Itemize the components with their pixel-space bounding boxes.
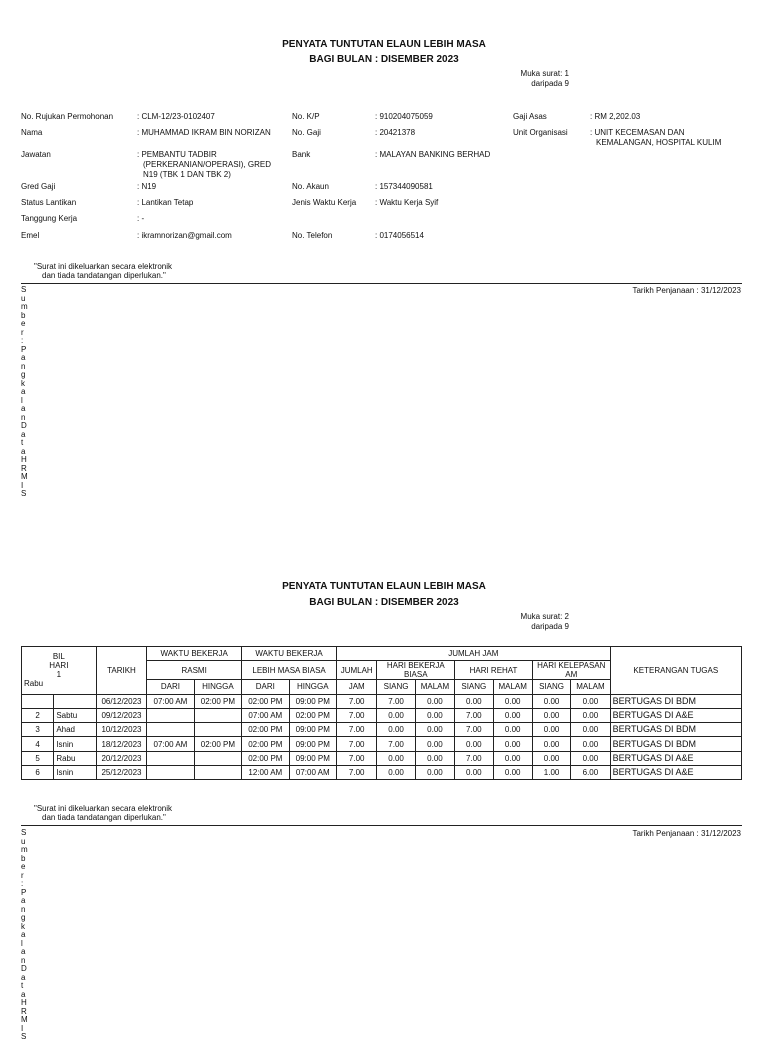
vertical-letter: : [21, 336, 24, 345]
wb-rasmi-header: WAKTU BEKERJA [147, 647, 242, 661]
hr-siang-header: SIANG [455, 680, 493, 694]
emel-label: Emel [21, 231, 40, 240]
cell-hari [54, 694, 96, 708]
note-line-1: "Surat ini dikeluarkan secara elektronik [34, 804, 173, 813]
lebih-hingga-header: HINGGA [289, 680, 336, 694]
cell-tarikh: 18/12/2023 [96, 737, 146, 751]
cell-jam: 7.00 [337, 766, 377, 780]
cell-hr-s: 7.00 [455, 751, 493, 765]
cell-bil: 5 [22, 751, 54, 765]
cell-hk-m: 0.00 [571, 751, 610, 765]
vertical-letter: u [21, 293, 26, 303]
cell-jam: 7.00 [337, 694, 377, 708]
cell-l-dari: 12:00 AM [242, 766, 289, 780]
unit-value-2: KEMALANGAN, HOSPITAL KULIM [596, 138, 722, 147]
vertical-letter: e [21, 862, 26, 871]
vertical-letter: P [21, 887, 27, 897]
cell-hb-m: 0.00 [415, 723, 454, 737]
page2-muka-surat: Muka surat: 2 [520, 612, 569, 621]
vertical-letter: a [21, 353, 26, 362]
akaun-value: : 157344090581 [375, 182, 433, 191]
vertical-letter: m [21, 302, 28, 311]
first-row-bil: 1 [56, 670, 62, 680]
cell-l-dari: 02:00 PM [242, 694, 289, 708]
jenis-value: : Waktu Kerja Syif [375, 198, 439, 207]
nogaji-label: No. Gaji [292, 128, 321, 137]
cell-hb-s: 0.00 [377, 751, 415, 765]
vertical-letter: n [21, 412, 26, 422]
cell-l-hingga: 09:00 PM [289, 737, 336, 751]
vertical-letter: M [21, 1015, 28, 1024]
vertical-letter: l [21, 395, 23, 405]
telefon-value: : 0174056514 [375, 231, 424, 240]
bil-header: BIL [52, 652, 65, 662]
cell-ket: BERTUGAS DI BDM [610, 694, 741, 708]
page2-title: PENYATA TUNTUTAN ELAUN LEBIH MASA [282, 581, 486, 592]
cell-bil: 3 [22, 723, 54, 737]
cell-hb-s: 7.00 [377, 737, 415, 751]
cell-hr-m: 0.00 [493, 723, 532, 737]
page1-divider [21, 283, 742, 284]
emel-value: : ikramnorizan@gmail.com [137, 231, 232, 240]
cell-l-hingga: 09:00 PM [289, 694, 336, 708]
cell-hk-s: 0.00 [532, 694, 570, 708]
rujukan-label: No. Rujukan Permohonan [21, 112, 114, 121]
vertical-letter: r [21, 327, 24, 337]
rasmi-hingga-header: HINGGA [194, 680, 241, 694]
table-row [22, 708, 742, 722]
vertical-letter: r [21, 870, 24, 880]
hk-malam-header: MALAM [571, 680, 610, 694]
cell-hr-m: 0.00 [493, 766, 532, 780]
cell-hr-s: 0.00 [455, 737, 493, 751]
header-row-1 [22, 647, 742, 661]
table-row [22, 723, 742, 737]
cell-hb-m: 0.00 [415, 751, 454, 765]
vertical-letter: S [21, 285, 27, 294]
vertical-letter: I [21, 480, 24, 490]
vertical-letter: a [21, 429, 26, 439]
page2-electronic-note [34, 804, 172, 822]
cell-bil: 6 [22, 766, 54, 780]
page1-tarikh-penjanaan: Tarikh Penjanaan : 31/12/2023 [632, 286, 741, 295]
wb-lebih-subheader: LEBIH MASA BIASA [242, 661, 337, 680]
note-line-2: dan tiada tandatangan diperlukan." [42, 813, 166, 822]
vertical-letter: R [21, 1006, 27, 1016]
nogaji-value: : 20421378 [375, 128, 416, 137]
table-body [22, 694, 742, 780]
table-row [22, 751, 742, 765]
cell-ket: BERTUGAS DI BDM [610, 723, 741, 737]
cell-hr-s: 0.00 [455, 694, 493, 708]
vertical-letter: k [21, 921, 25, 931]
cell-r-dari [147, 708, 194, 722]
cell-hari: Ahad [54, 723, 96, 737]
cell-l-hingga: 09:00 PM [289, 723, 336, 737]
telefon-label: No. Telefon [292, 231, 333, 240]
cell-r-hingga: 02:00 PM [194, 737, 241, 751]
hr-malam-header: MALAM [493, 680, 532, 694]
bank-value: : MALAYAN BANKING BERHAD [375, 150, 491, 159]
vertical-letter: S [21, 828, 27, 837]
cell-hk-s: 0.00 [532, 737, 570, 751]
vertical-letter: g [21, 370, 26, 379]
status-label: Status Lantikan [21, 198, 77, 207]
vertical-letter: R [21, 463, 27, 473]
vertical-letter: I [21, 1023, 24, 1033]
page2-daripada: daripada 9 [531, 622, 569, 631]
page1-muka-surat: Muka surat: 1 [520, 69, 569, 78]
note-line-1: "Surat ini dikeluarkan secara elektronik [34, 262, 173, 271]
cell-hb-s: 0.00 [377, 723, 415, 737]
vertical-letter: M [21, 472, 28, 481]
cell-hb-s: 0.00 [377, 766, 415, 780]
cell-hk-m: 6.00 [571, 766, 610, 780]
cell-ket: BERTUGAS DI A&E [610, 751, 741, 765]
cell-r-hingga [194, 723, 241, 737]
cell-jam: 7.00 [337, 723, 377, 737]
vertical-letter: a [21, 947, 26, 956]
tarikh-header: TARIKH [96, 647, 146, 695]
gajiasas-label: Gaji Asas [513, 112, 547, 121]
first-row-hari: Rabu [24, 679, 44, 689]
cell-jam: 7.00 [337, 737, 377, 751]
jumlah-jam-header: JUMLAH JAM [337, 647, 611, 661]
kp-value: : 910204075059 [375, 112, 433, 121]
cell-hk-m: 0.00 [571, 708, 610, 722]
vertical-letter: t [21, 981, 24, 990]
unit-value-1: : UNIT KECEMASAN DAN [590, 128, 685, 137]
gajiasas-value: : RM 2,202.03 [590, 112, 641, 121]
vertical-letter: m [21, 845, 28, 854]
cell-hr-m: 0.00 [493, 751, 532, 765]
cell-r-hingga [194, 751, 241, 765]
tanggung-label: Tanggung Kerja [21, 214, 78, 223]
cell-hk-s: 0.00 [532, 723, 570, 737]
rujukan-value: : CLM-12/23-0102407 [137, 112, 215, 121]
cell-tarikh: 20/12/2023 [96, 751, 146, 765]
cell-r-dari [147, 766, 194, 780]
jam-header: JAM [337, 680, 377, 694]
vertical-letter: a [21, 896, 26, 905]
jenis-label: Jenis Waktu Kerja [292, 198, 357, 207]
vertical-letter: n [21, 904, 26, 914]
lebih-dari-header: DARI [242, 680, 289, 694]
cell-hari: Rabu [54, 751, 96, 765]
cell-hb-m: 0.00 [415, 694, 454, 708]
cell-hk-s: 0.00 [532, 751, 570, 765]
cell-hk-s: 1.00 [532, 766, 570, 780]
cell-bil: 2 [22, 708, 54, 722]
cell-l-dari: 02:00 PM [242, 737, 289, 751]
bil-hari-header [22, 647, 97, 695]
cell-hb-m: 0.00 [415, 737, 454, 751]
vertical-letter: b [21, 853, 26, 863]
vertical-letter: P [21, 344, 27, 354]
jawatan-value-3: N19 (TBK 1 DAN TBK 2) [143, 170, 231, 179]
vertical-letter: H [21, 455, 27, 464]
vertical-letter: e [21, 319, 26, 328]
cell-r-dari [147, 751, 194, 765]
vertical-letter: l [21, 938, 23, 948]
cell-l-dari: 02:00 PM [242, 751, 289, 765]
page1-subtitle: BAGI BULAN : DISEMBER 2023 [309, 54, 459, 65]
table-row [22, 766, 742, 780]
page1-source-vertical-text [21, 286, 29, 499]
vertical-letter: S [21, 1032, 27, 1041]
cell-hb-m: 0.00 [415, 708, 454, 722]
wb-rasmi-subheader: RASMI [147, 661, 242, 680]
cell-ket: BERTUGAS DI A&E [610, 766, 741, 780]
page2-divider [21, 825, 742, 826]
hb-malam-header: MALAM [415, 680, 454, 694]
cell-l-dari: 07:00 AM [242, 708, 289, 722]
vertical-letter: a [21, 404, 26, 413]
vertical-letter: b [21, 310, 26, 320]
cell-bil: 4 [22, 737, 54, 751]
kp-label: No. K/P [292, 112, 320, 121]
cell-hr-s: 0.00 [455, 766, 493, 780]
cell-tarikh: 25/12/2023 [96, 766, 146, 780]
vertical-letter: a [21, 387, 26, 396]
jumlah-header: JUMLAH [337, 661, 377, 680]
cell-r-dari: 07:00 AM [147, 694, 194, 708]
cell-tarikh: 09/12/2023 [96, 708, 146, 722]
cell-ket: BERTUGAS DI BDM [610, 737, 741, 751]
hari-rehat-header: HARI REHAT [455, 661, 533, 680]
vertical-letter: S [21, 489, 27, 498]
cell-ket: BERTUGAS DI A&E [610, 708, 741, 722]
vertical-letter: n [21, 361, 26, 371]
rasmi-dari-header: DARI [147, 680, 194, 694]
cell-hk-s: 0.00 [532, 708, 570, 722]
page2-tarikh-penjanaan: Tarikh Penjanaan : 31/12/2023 [632, 829, 741, 838]
cell-tarikh: 10/12/2023 [96, 723, 146, 737]
cell-jam: 7.00 [337, 751, 377, 765]
cell-hk-m: 0.00 [571, 737, 610, 751]
page1-electronic-note [34, 262, 172, 280]
note-line-2: dan tiada tandatangan diperlukan." [42, 271, 166, 280]
cell-l-dari: 02:00 PM [242, 723, 289, 737]
bank-label: Bank [292, 150, 311, 159]
cell-r-hingga [194, 766, 241, 780]
table-row [22, 694, 742, 708]
vertical-letter: D [21, 421, 27, 430]
jawatan-label: Jawatan [21, 150, 51, 159]
vertical-letter: H [21, 998, 27, 1007]
jawatan-value-1: : PEMBANTU TADBIR [137, 150, 217, 159]
cell-l-hingga: 07:00 AM [289, 766, 336, 780]
hari-bekerja-header: HARI BEKERJA BIASA [377, 661, 455, 680]
overtime-table [21, 646, 742, 780]
cell-hr-s: 7.00 [455, 708, 493, 722]
vertical-letter: : [21, 879, 24, 888]
cell-hari: Isnin [54, 737, 96, 751]
cell-hr-m: 0.00 [493, 708, 532, 722]
vertical-letter: n [21, 955, 26, 965]
gred-value: : N19 [137, 182, 157, 191]
vertical-letter: u [21, 836, 26, 846]
jawatan-value-2: (PERKERANIAN/OPERASI), GRED [143, 160, 272, 169]
nama-value: : MUHAMMAD IKRAM BIN NORIZAN [137, 128, 271, 137]
cell-jam: 7.00 [337, 708, 377, 722]
vertical-letter: k [21, 378, 25, 388]
cell-r-dari [147, 723, 194, 737]
vertical-letter: g [21, 913, 26, 922]
wb-lebih-header: WAKTU BEKERJA [242, 647, 337, 661]
page1-daripada: daripada 9 [531, 79, 569, 88]
cell-hari: Sabtu [54, 708, 96, 722]
vertical-letter: a [21, 989, 26, 999]
unit-label: Unit Organisasi [513, 128, 568, 137]
page1-title: PENYATA TUNTUTAN ELAUN LEBIH MASA [282, 39, 486, 50]
cell-l-hingga: 02:00 PM [289, 708, 336, 722]
cell-hk-m: 0.00 [571, 723, 610, 737]
gred-label: Gred Gaji [21, 182, 56, 191]
vertical-letter: a [21, 972, 26, 982]
cell-hr-m: 0.00 [493, 737, 532, 751]
cell-r-dari: 07:00 AM [147, 737, 194, 751]
cell-hari: Isnin [54, 766, 96, 780]
tanggung-value: : - [137, 214, 145, 223]
page2-subtitle: BAGI BULAN : DISEMBER 2023 [309, 597, 459, 608]
akaun-label: No. Akaun [292, 182, 329, 191]
cell-hb-s: 0.00 [377, 708, 415, 722]
cell-hb-m: 0.00 [415, 766, 454, 780]
cell-tarikh: 06/12/2023 [96, 694, 146, 708]
cell-bil [22, 694, 54, 708]
nama-label: Nama [21, 128, 43, 137]
hb-siang-header: SIANG [377, 680, 415, 694]
table-row [22, 737, 742, 751]
cell-r-hingga [194, 708, 241, 722]
vertical-letter: a [21, 930, 26, 939]
vertical-letter: t [21, 438, 24, 447]
cell-r-hingga: 02:00 PM [194, 694, 241, 708]
cell-hk-m: 0.00 [571, 694, 610, 708]
cell-l-hingga: 09:00 PM [289, 751, 336, 765]
vertical-letter: a [21, 446, 26, 456]
hari-header: HARI [49, 661, 69, 671]
cell-hr-m: 0.00 [493, 694, 532, 708]
keterangan-header: KETERANGAN TUGAS [610, 647, 741, 695]
hk-siang-header: SIANG [532, 680, 570, 694]
hari-kelepasan-header: HARI KELEPASAN AM [532, 661, 610, 680]
cell-hr-s: 7.00 [455, 723, 493, 737]
cell-hb-s: 7.00 [377, 694, 415, 708]
page2-source-vertical-text [21, 829, 29, 1042]
status-value: : Lantikan Tetap [137, 198, 194, 207]
vertical-letter: D [21, 964, 27, 973]
